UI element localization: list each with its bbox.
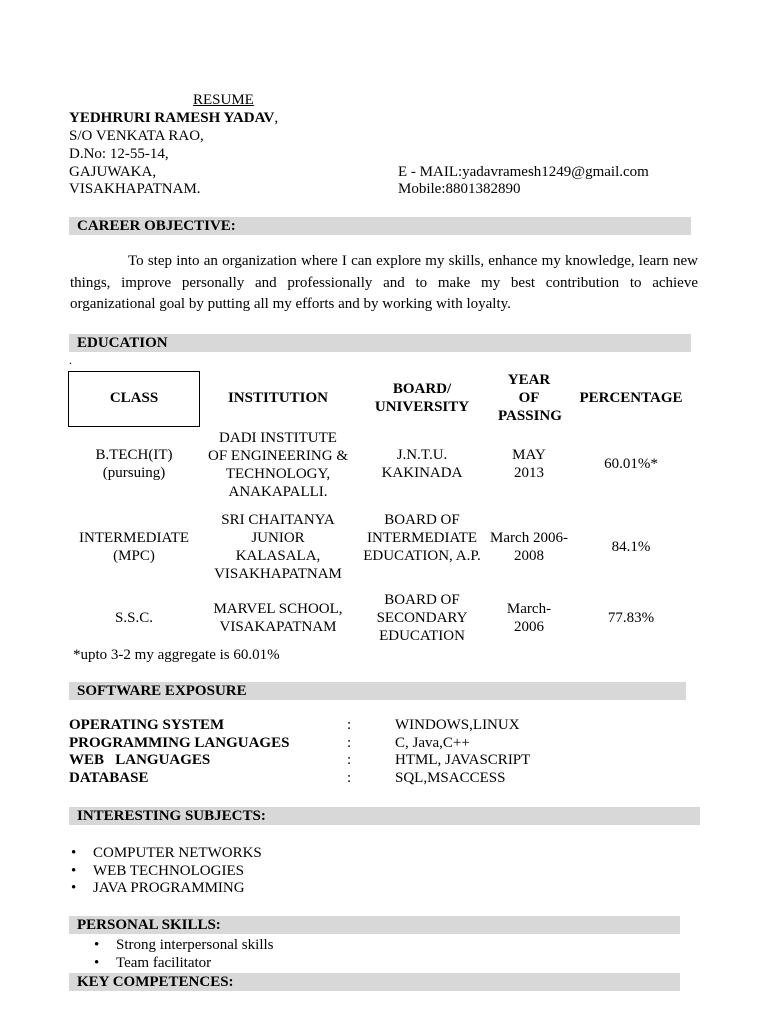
row3-year: March- 2006 [506,601,552,635]
row3-board: BOARD OF SECONDARY EDUCATION [376,592,468,644]
mobile-text: Mobile:8801382890 [398,181,521,197]
row3-class: S.S.C. [115,610,153,626]
subjects-heading: INTERESTING SUBJECTS: [77,808,266,824]
education-heading-bar [69,334,691,352]
software-value-programming: C, Java,C++ [395,735,470,751]
col-header-institution: INSTITUTION [227,390,329,406]
skills-heading: PERSONAL SKILLS: [77,917,221,933]
list-item [71,880,262,898]
col-header-class: CLASS [109,390,159,406]
software-sep-database: : [347,770,352,786]
row3-institution: MARVEL SCHOOL, VISAKAPATNAM [213,601,343,635]
col-header-percentage: PERCENTAGE [579,390,683,406]
row1-board: J.N.T.U. KAKINADA [381,447,463,481]
software-sep-web: : [347,752,352,768]
list-item-text: COMPUTER NETWORKS [93,845,262,861]
education-stray-dot: . [69,353,72,367]
list-item [94,954,274,973]
list-item-text: WEB TECHNOLOGIES [93,862,244,879]
address-line-3: GAJUWAKA, [69,164,157,180]
software-label-os: OPERATING SYSTEM [69,717,225,733]
row2-institution: SRI CHAITANYA JUNIOR KALASALA, VISAKHAPATNAM [214,512,342,582]
row2-year: March 2006-2008 [490,530,568,564]
address-line-4: VISAKHAPATNAM. [69,181,201,197]
skills-heading-bar [69,916,680,934]
address-line-2: D.No: 12-55-14, [69,146,169,162]
bullet-icon: • [71,862,77,879]
software-label-programming: PROGRAMMING LANGUAGES [69,735,290,751]
bullet-icon: • [94,954,100,971]
list-item-text: Team facilitator [116,954,212,971]
software-value-os: WINDOWS,LINUX [395,717,520,733]
row2-percentage: 84.1% [611,539,651,555]
software-value-database: SQL,MSACCESS [395,770,506,786]
bullet-icon: • [94,937,100,953]
software-heading-bar [69,682,686,700]
competences-heading-bar [69,973,680,991]
software-heading: SOFTWARE EXPOSURE [77,683,247,699]
career-objective-heading-bar [69,217,691,235]
subjects-heading-bar [69,807,700,825]
subjects-list [71,845,262,898]
row3-percentage: 77.83% [607,610,655,626]
list-item-text: Strong interpersonal skills [116,937,274,953]
list-item [71,845,262,863]
resume-title: RESUME [193,92,254,108]
software-label-web: WEB LANGUAGES [69,752,211,768]
candidate-name-text: YEDHRURI RAMESH YADAV [69,110,275,126]
education-footnote: *upto 3-2 my aggregate is 60.01% [73,647,280,663]
row1-year: MAY 2013 [512,447,546,481]
row2-board: BOARD OF INTERMEDIATE EDUCATION, A.P. [363,512,481,564]
software-value-web: HTML, JAVASCRIPT [395,752,531,768]
col-header-year: YEAR OF PASSING [498,372,562,424]
row1-class: B.TECH(IT) (pursuing) [95,447,173,481]
list-item [71,862,262,881]
address-line-1: S/O VENKATA RAO, [69,128,204,144]
competences-heading: KEY COMPETENCES: [77,974,234,990]
row1-percentage: 60.01%* [604,456,658,472]
row1-institution: DADI INSTITUTE OF ENGINEERING & TECHNOLOGY, ANAKAPALLI. [208,430,348,500]
list-item-text: JAVA PROGRAMMING [93,880,245,896]
bullet-icon: • [71,845,77,861]
col-header-board: BOARD/ UNIVERSITY [374,381,470,415]
email-text: E - MAIL:yadavramesh1249@gmail.com [398,164,649,180]
list-item [94,937,274,955]
career-objective-text: To step into an organization where I can explore my skills, enhance my knowledge, learn new things, improve personally and professionally and to make my best contribution to achieve organizational goal by putting all my efforts and by working with loyalty. [70,253,698,312]
software-sep-programming: : [347,735,352,751]
candidate-name [69,110,278,127]
candidate-name-suffix: , [274,110,279,126]
bullet-icon: • [71,880,77,896]
software-sep-os: : [347,717,352,733]
career-objective-heading: CAREER OBJECTIVE: [77,218,236,234]
row2-class: INTERMEDIATE (MPC) [79,530,189,564]
skills-list [94,937,274,972]
education-heading: EDUCATION [77,335,168,351]
software-label-database: DATABASE [69,770,149,786]
